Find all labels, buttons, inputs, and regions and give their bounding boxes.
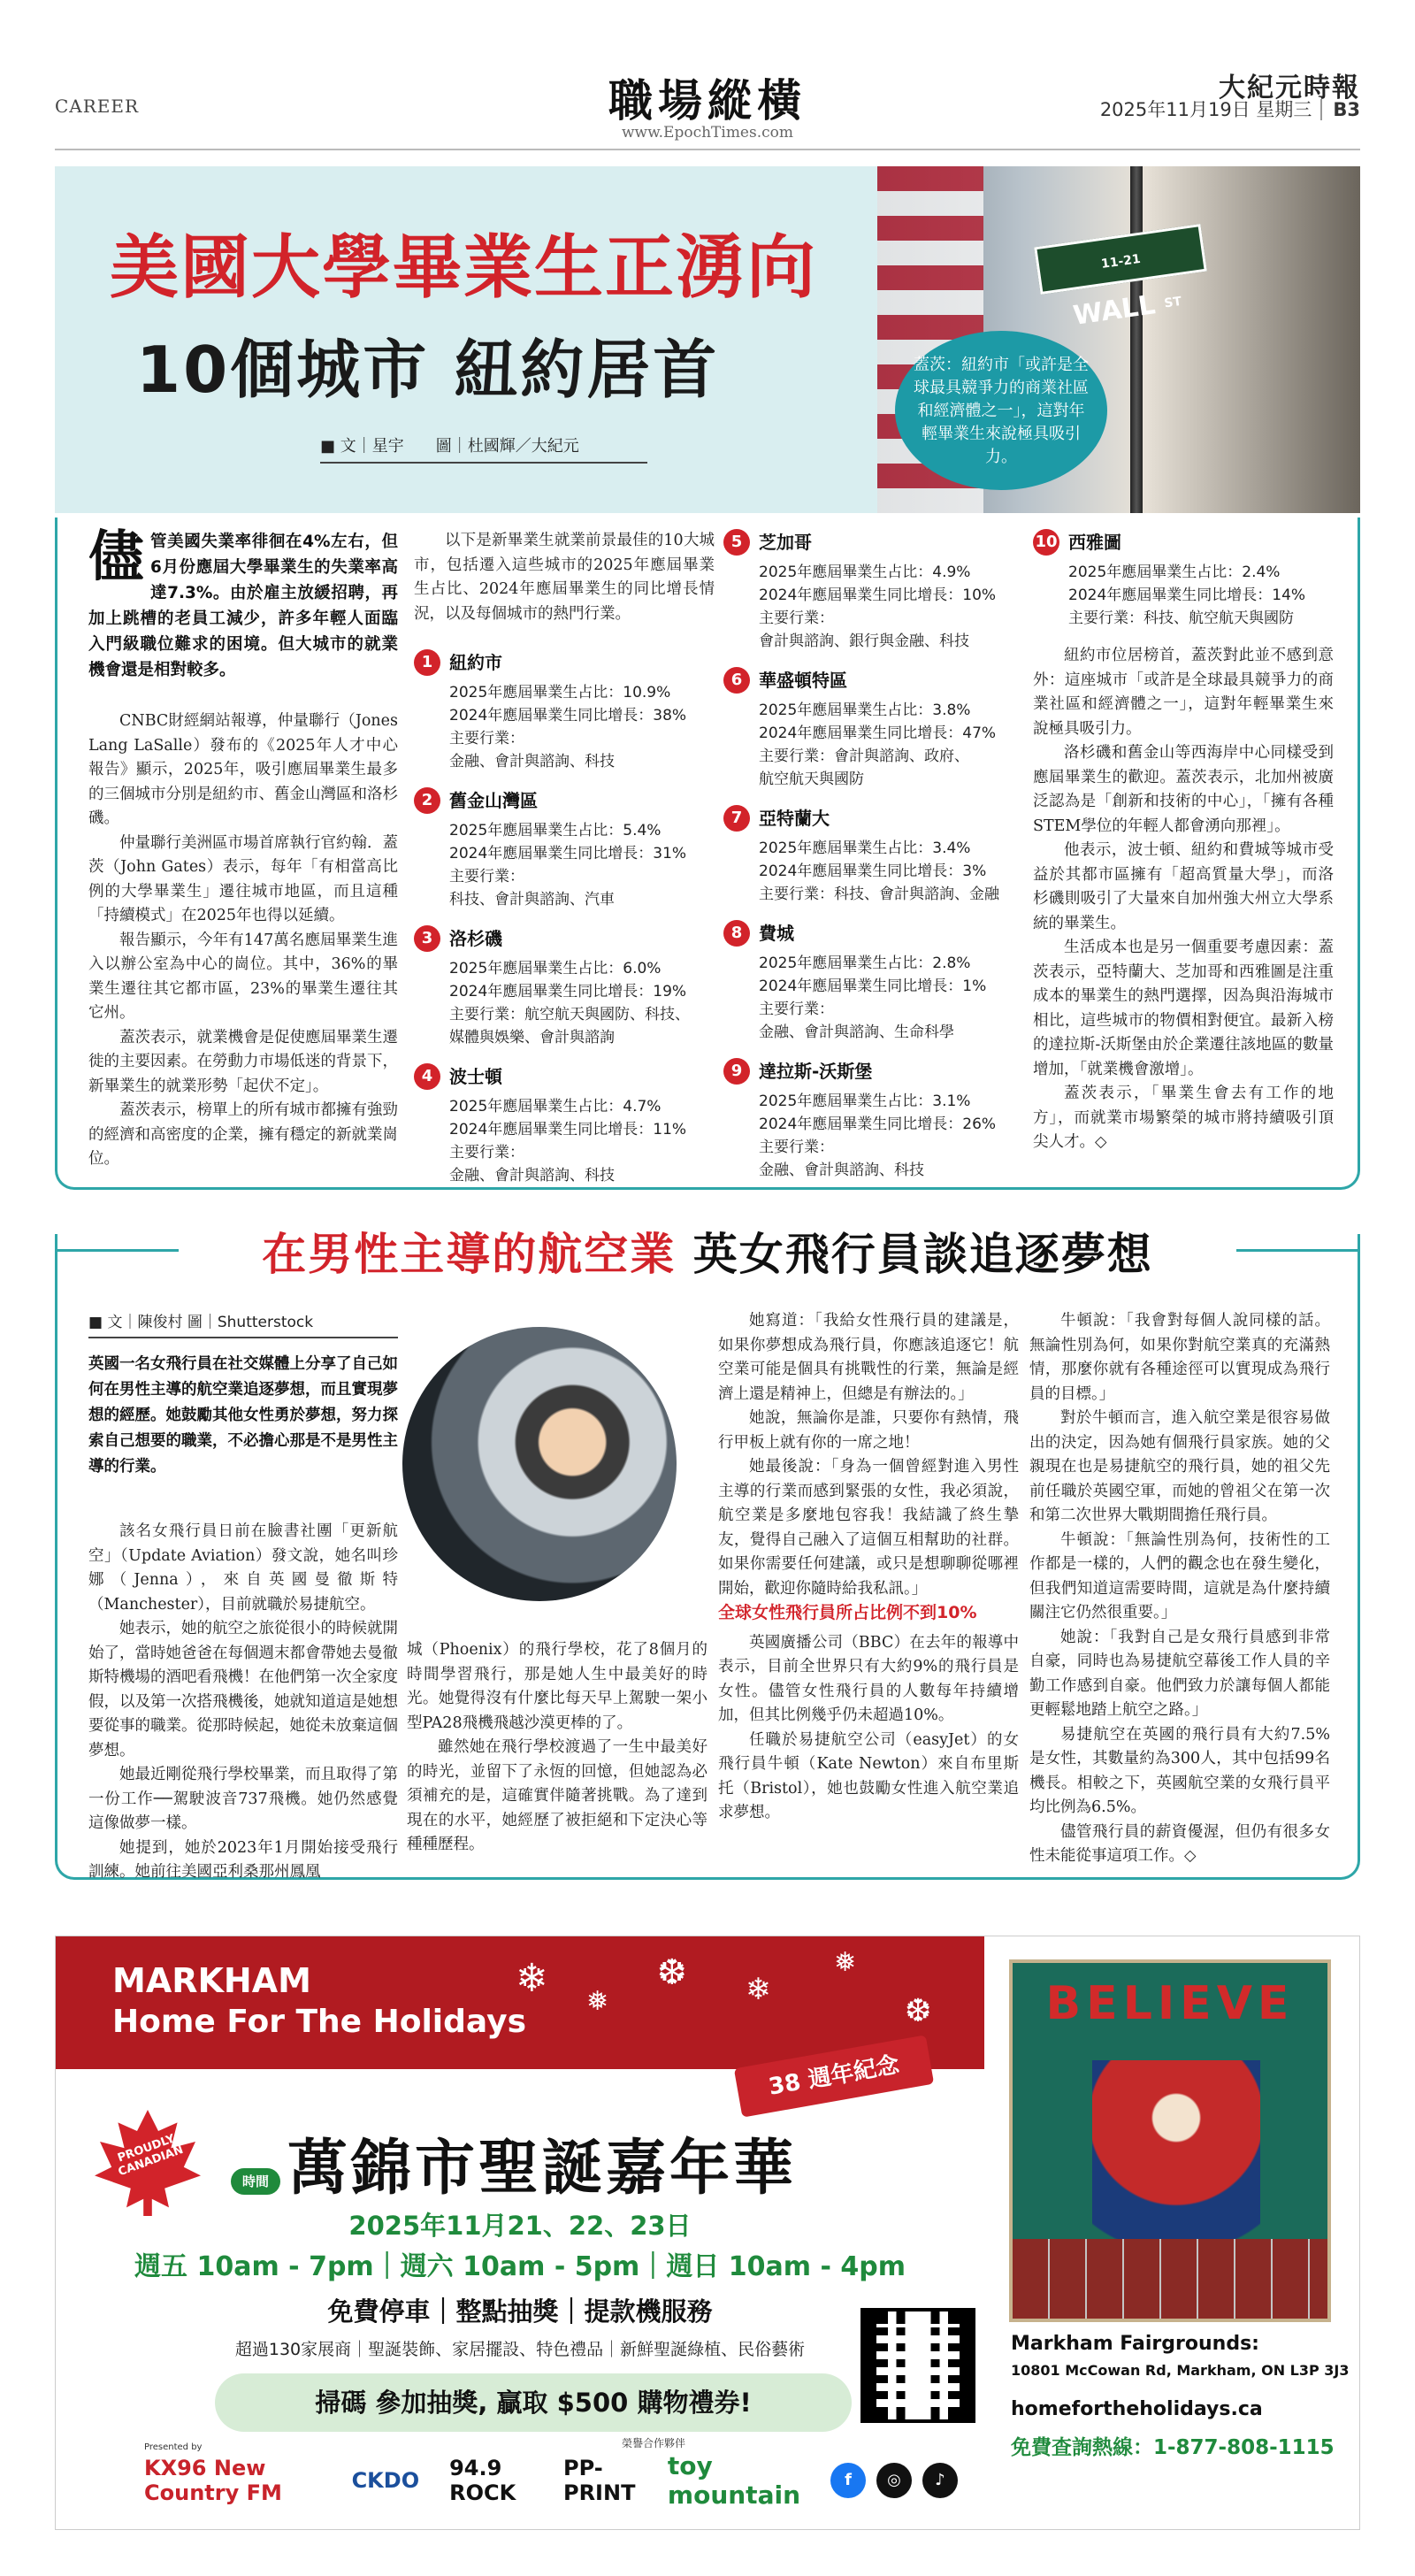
- website-link[interactable]: homefortheholidays.ca: [1011, 2398, 1263, 2420]
- city-name: 芝加哥: [759, 532, 812, 553]
- sponsor-logos: [144, 2450, 958, 2511]
- poster-word: BELIEVE: [1045, 1977, 1295, 2030]
- paragraph: 她提到，她於2023年1月開始接受飛行訓練。她前往美國亞利桑那州鳳凰: [88, 1838, 398, 1881]
- rank-badge: 2: [414, 787, 440, 814]
- ad-exhibitors: 超過130家展商｜聖誕裝飾、家居擺設、特色禮品｜新鮮聖誕綠植、民俗藝術: [234, 2340, 806, 2359]
- paragraph: 洛杉磯和舊金山等西海岸中心同樣受到應屆畢業生的歡迎。蓋茨表示，北加州被廣泛認為是「創新和技術的中心」，「擁有各種STEM學位的年輕人都會湧向那裡」。: [1033, 744, 1334, 835]
- rank-badge: 4: [414, 1063, 440, 1090]
- page-header: [55, 69, 1360, 140]
- city-name: 西雅圖: [1068, 532, 1121, 553]
- snowflake-icon: ❆: [657, 1952, 687, 1993]
- facebook-icon[interactable]: f: [830, 2463, 866, 2498]
- paragraph: 她表示，她的航空之旅從很小的時候就開始了，當時她爸爸在每個週末都會帶她去曼徹斯特機場的酒吧看飛機！在他們第一次全家度假，以及第一次搭飛機後，她就知道這是她想要從事的職業。從那時候起，她從未放棄這個夢想。: [88, 1620, 398, 1760]
- city-entry: 5 芝加哥 2025年應屆畢業生占比：4.9% 2024年應屆畢業生同比增長：10% 主要行業： 會計與諮詢、銀行與金融、科技: [723, 529, 1024, 653]
- paragraph: 蓋茨表示，「畢業生會去有工作的地方」，而就業市場繁榮的城市將持續吸引頂尖人才。◇: [1033, 1085, 1334, 1151]
- city-entry: 3 洛杉磯 2025年應屆畢業生占比：6.0% 2024年應屆畢業生同比增長：19% 主要行業：航空航天與國防、科技、 媒體與娛樂、會計與諮詢: [414, 925, 715, 1049]
- paragraph: 蓋茨表示，就業機會是促使應屆畢業生遷徙的主要因素。在勞動力市場低迷的背景下，新畢業生的就業形勢「起伏不定」。: [88, 1028, 398, 1095]
- article2-col1: [88, 1520, 398, 1885]
- qr-code-icon[interactable]: [860, 2308, 975, 2423]
- raffle-cta-button[interactable]: 掃碼 參加抽獎, 贏取 $500 購物禮券!: [215, 2373, 852, 2432]
- city-entry: 6 華盛頓特區 2025年應屆畢業生占比：3.8% 2024年應屆畢業生同比增長：47% 主要行業：會計與諮詢、政府、 航空航天與國防: [723, 667, 1024, 791]
- wall-st-sign: [1034, 224, 1207, 332]
- city-name: 舊金山灣區: [449, 790, 538, 811]
- brick-wall-image: [1013, 2239, 1327, 2319]
- article1-hero: [55, 166, 1360, 513]
- article1-col3: [723, 529, 1024, 1196]
- toy-mountain-logo: toy mountain: [667, 2451, 800, 2510]
- ad-event-en2: Home For The Holidays: [112, 2004, 526, 2040]
- city-list-intro: 以下是新畢業生就業前景最佳的10大城市，包括遷入這些城市的2025年應屆畢業生占比、2024年應屆畢業生的同比增長情況，以及每個城市的熱門行業。: [414, 532, 715, 623]
- article2-col4: [1029, 1309, 1330, 1869]
- header-rule: [55, 149, 1360, 150]
- holiday-market-ad[interactable]: [55, 1936, 1360, 2530]
- paragraph: 牛頓說：「無論性別為何，技術性的工作都是一樣的，人們的觀念也在發生變化，但我們知道這需要時間，這就是為什麼持續關注它仍然很重要。」: [1029, 1530, 1330, 1622]
- page-number: B3: [1320, 99, 1360, 120]
- sponsor-label: 榮譽合作夥伴: [622, 2437, 686, 2450]
- date-text: 2025年11月19日 星期三: [1099, 99, 1312, 120]
- proudly-canadian-label: PROUDLY CANADIAN: [116, 2132, 186, 2180]
- paragraph: 她最近剛從飛行學校畢業，而且取得了第一份工作──駕駛波音737飛機。她仍然感覺這像做夢一樣。: [88, 1766, 398, 1832]
- article2-byline: ■ 文｜陳俊村 圖｜Shutterstock: [88, 1309, 398, 1338]
- sign-number: 11-21: [1100, 251, 1142, 272]
- site-url[interactable]: www.EpochTimes.com: [622, 124, 793, 142]
- paragraph: 儘管飛行員的薪資優渥，但仍有很多女性未能從事這項工作。◇: [1029, 1822, 1330, 1865]
- article1-col1: [88, 524, 398, 1172]
- paragraph: 她說，無論你是誰，只要你有熱情，飛行甲板上就有你的一席之地！: [718, 1409, 1019, 1452]
- paragraph: 仲量聯行美洲區市場首席執行官約翰．蓋茨（John Gates）表示，每年「有相當高比例的大學畢業生」遷往城市地區，而且這種「持續模式」在2025年也得以延續。: [88, 833, 398, 924]
- kx96-logo: KX96 New Country FM: [144, 2456, 282, 2505]
- rank-badge: 6: [723, 667, 750, 694]
- snowflake-icon: ❅: [586, 1986, 609, 2017]
- paragraph: 她說：「我對自己是女飛行員感到非常自豪，同時也為易捷航空幕後工作人員的辛勤工作感到自豪。他們致力於讓每個人都能更輕鬆地踏上航空之路。」: [1029, 1628, 1330, 1719]
- snowflake-icon: ❄: [516, 1956, 548, 2001]
- city-entry: 8 費城 2025年應屆畢業生占比：2.8% 2024年應屆畢業生同比增長：1% 主要行業： 金融、會計與諮詢、生命科學: [723, 920, 1024, 1044]
- paragraph: 雖然她在飛行學校渡過了一生中最美好的時光，並留下了永恆的回憶，但她認為必須補充的是，這確實伴隨著挑戰。為了達到現在的水平，她經歷了被拒絕和下定決心等種種歷程。: [407, 1738, 708, 1853]
- rank-badge: 1: [414, 649, 440, 676]
- city-name: 洛杉磯: [449, 928, 502, 949]
- rank-badge: 9: [723, 1058, 750, 1085]
- ad-dates: 2025年11月21、22、23日: [348, 2211, 692, 2241]
- pp-print-logo: PP-PRINT: [562, 2456, 636, 2505]
- ad-event-en1: MARKHAM: [112, 1961, 311, 2000]
- sign-st: ST: [1163, 294, 1183, 311]
- article1-col2: [414, 529, 715, 1201]
- section-label: CAREER: [55, 96, 140, 117]
- ckdo-logo: CKDO: [351, 2468, 420, 2493]
- article2-title-black: 英女飛行員談追逐夢想: [692, 1229, 1153, 1280]
- instagram-icon[interactable]: ◎: [876, 2463, 912, 2498]
- paragraph: 該名女飛行員日前在臉書社團「更新航空」（Update Aviation）發文說，她名叫珍娜（Jenna），來自英國曼徹斯特（Manchester），目前就職於易捷航空。: [88, 1522, 398, 1614]
- rank-badge: 5: [723, 529, 750, 556]
- sign-pole: [1130, 166, 1143, 513]
- rank-badge: 3: [414, 925, 440, 952]
- paragraph: 易捷航空在英國的飛行員有大約7.5%是女性，其數量約為300人，其中包括99名機長。相較之下，英國航空業的女飛行員平均比例為6.5%。: [1029, 1725, 1330, 1816]
- paragraph: 她最後說：「身為一個曾經對進入男性主導的行業而感到緊張的女性，我必須說，航空業是多麼地包容我！我結識了終生摯友，覺得自己融入了這個互相幫助的社群。如果你需要任何建議，或只是想聊聊從哪裡開始，歡迎你隨時給我私訊。」: [718, 1458, 1019, 1598]
- pilot-photo: [402, 1327, 677, 1601]
- article1-title-line1: 美國大學畢業生正湧向: [110, 228, 818, 308]
- city-name: 華盛頓特區: [759, 670, 847, 691]
- paragraph: 他表示，波士頓、紐約和費城等城市受益於其都市區擁有「超高質量大學」，而洛杉磯則吸引了大量來自加州強大州立大學系統的畢業生。: [1033, 841, 1334, 932]
- page-title: 職場縱橫: [608, 74, 807, 126]
- paragraph: 對於牛頓而言，進入航空業是很容易做出的決定，因為她有個飛行員家族。她的父親現在也是易捷航空的飛行員，她的祖父先前任職於英國空軍，而她的曾祖父在第一次和第二次世界大戰期間擔任飛行員。: [1029, 1409, 1330, 1524]
- article2-title: [55, 1219, 1360, 1283]
- photo-caption-bubble: 蓋茨：紐約市「或許是全球最具競爭力的商業社區和經濟體之一」，這對年輕畢業生來說極具吸引力。: [895, 331, 1107, 490]
- city-entry: 7 亞特蘭大 2025年應屆畢業生占比：3.4% 2024年應屆畢業生同比增長：3% 主要行業：科技、會計與諮詢、金融: [723, 805, 1024, 906]
- city-entry: 1 紐約市 2025年應屆畢業生占比：10.9% 2024年應屆畢業生同比增長：38% 主要行業： 金融、會計與諮詢、科技: [414, 649, 715, 773]
- city-name: 亞特蘭大: [759, 808, 830, 829]
- city-entry: 4 波士頓 2025年應屆畢業生占比：4.7% 2024年應屆畢業生同比增長：11% 主要行業： 金融、會計與諮詢、科技: [414, 1063, 715, 1187]
- city-name: 費城: [759, 923, 794, 944]
- article1-title-line2: 10個城市 紐約居首: [136, 333, 720, 407]
- venue-name: Markham Fairgrounds:: [1011, 2333, 1259, 2355]
- tiktok-icon[interactable]: ♪: [922, 2463, 958, 2498]
- article2-subhead: 全球女性飛行員所占比例不到10%: [718, 1603, 977, 1622]
- paragraph: 蓋茨表示，榜單上的所有城市都擁有強勁的經濟和高密度的企業，擁有穩定的新就業崗位。: [88, 1101, 398, 1168]
- rank-badge: 7: [723, 805, 750, 832]
- venue-address: 10801 McCowan Rd, Markham, ON L3P 3J3: [1011, 2362, 1350, 2379]
- time-tag: 時間: [231, 2168, 280, 2195]
- article1-lead: 儘管美國失業率徘徊在4%左右，但6月份應屆大學畢業生的失業率高達7.3%。由於雇主放緩招聘，再加上跳槽的老員工減少，許多年輕人面臨入門級職位難求的困境。但大城市的就業機會還是相對較多。: [88, 524, 398, 679]
- rank-badge: 8: [723, 920, 750, 947]
- drop-cap: 儘: [88, 524, 144, 588]
- issue-date: [1100, 96, 1360, 122]
- newspaper-logo: 大紀元時報: [1219, 73, 1360, 104]
- snowflake-icon: ❅: [834, 1947, 857, 1978]
- paragraph: 英國廣播公司（BBC）在去年的報導中表示，目前全世界只有大約9%的飛行員是女性。儘管女性飛行員的人數每年持續增加，但其比例幾乎仍未超過10%。: [718, 1633, 1019, 1724]
- sign-wall: WALL: [1071, 289, 1158, 332]
- city-entry: 9 達拉斯-沃斯堡 2025年應屆畢業生占比：3.1% 2024年應屆畢業生同比增長：26% 主要行業： 金融、會計與諮詢、科技: [723, 1058, 1024, 1182]
- paragraph: 任職於易捷航空公司（easyJet）的女飛行員牛頓（Kate Newton）來自布里斯托（Bristol），她也鼓勵女性進入航空業追求夢想。: [718, 1730, 1019, 1821]
- article1-col4: [1033, 529, 1334, 1155]
- article2-title-red: 在男性主導的航空業: [262, 1229, 677, 1280]
- ad-title: 萬錦市聖誕嘉年華: [287, 2133, 798, 2204]
- paragraph: 她寫道：「我給女性飛行員的建議是，如果你夢想成為飛行員，你應該追逐它！航空業可能是個具有挑戰性的行業，無論是經濟上還是精神上，但總是有辦法的。」: [718, 1312, 1019, 1403]
- city-name: 達拉斯-沃斯堡: [759, 1061, 873, 1082]
- city-entry: 10 西雅圖 2025年應屆畢業生占比：2.4% 2024年應屆畢業生同比增長：14% 主要行業：科技、航空航天與國防: [1033, 529, 1334, 630]
- paragraph: 生活成本也是另一個重要考慮因素：蓋茨表示，亞特蘭大、芝加哥和西雅圖是注重成本的畢業生的熱門選擇，因為與沿海城市相比，這些城市的物價相對便宜。最新入榜的達拉斯-沃斯堡由於企業遷往該地區的數量增加，「就業機會激增」。: [1033, 939, 1334, 1078]
- ad-services: 免費停車｜整點抽獎｜提款機服務: [327, 2296, 713, 2327]
- city-name: 紐約市: [449, 652, 502, 673]
- rock-logo: 94.9 ROCK: [449, 2456, 516, 2505]
- believe-poster-image: [1009, 1959, 1331, 2322]
- article2-lead: 英國一名女飛行員在社交媒體上分享了自己如何在男性主導的航空業追逐夢想，而且實現夢想的經歷。她鼓勵其他女性勇於夢想，努力探索自己想要的職業，不必擔心那是不是男性主導的行業。: [88, 1355, 398, 1476]
- article1-byline: ■ 文｜星宇 圖｜杜國輝／大紀元: [320, 433, 647, 464]
- city-entry: 2 舊金山灣區 2025年應屆畢業生占比：5.4% 2024年應屆畢業生同比增長：31% 主要行業： 科技、會計與諮詢、汽車: [414, 787, 715, 911]
- article2-col3: [718, 1309, 1019, 1826]
- anniversary-ribbon: 38 週年紀念: [734, 2035, 934, 2117]
- snowflake-icon: ❆: [905, 1993, 932, 2029]
- paragraph: CNBC財經網站報導，仲量聯行（Jones Lang LaSalle）發布的《2025年人才中心報告》顯示，2025年，吸引應屆畢業生最多的三個城市分別是紐約市、舊金山灣區和洛杉磯。: [88, 712, 398, 827]
- paragraph: 牛頓說：「我會對每個人說同樣的話。無論性別為何，如果你對航空業真的充滿熱情，那麼你就有各種途徑可以實現成為飛行員的目標。」: [1029, 1312, 1330, 1403]
- rank-badge: 10: [1033, 529, 1059, 556]
- venue-info: [1011, 2333, 1350, 2460]
- paragraph: 報告顯示，今年有147萬名應屆畢業生進入以辦公室為中心的崗位。其中，36%的畢業生遷往其它都市區，23%的畢業生遷往其它州。: [88, 931, 398, 1022]
- city-name: 波士頓: [449, 1066, 502, 1087]
- article2-col2: [407, 1638, 708, 1858]
- paragraph: 城（Phoenix）的飛行學校，花了8個月的時間學習飛行，那是她人生中最美好的時光。她覺得沒有什麼比每天早上駕駛一架小型PA28飛機飛越沙漠更棒的了。: [407, 1641, 708, 1732]
- snowflake-icon: ❄: [746, 1972, 771, 2007]
- presented-by-label: Presented by: [144, 2442, 203, 2452]
- ad-hours: 週五 10am - 7pm｜週六 10am - 5pm｜週日 10am - 4pm: [134, 2251, 906, 2282]
- paragraph: 紐約市位居榜首，蓋茨對此並不感到意外：這座城市「或許是全球最具競爭力的商業社區和經濟體之一」，這對年輕畢業生來說極具吸引力。: [1033, 647, 1334, 738]
- hotline[interactable]: 免費查詢熱線：1-877-808-1115: [1011, 2436, 1335, 2459]
- social-icons: [830, 2463, 958, 2498]
